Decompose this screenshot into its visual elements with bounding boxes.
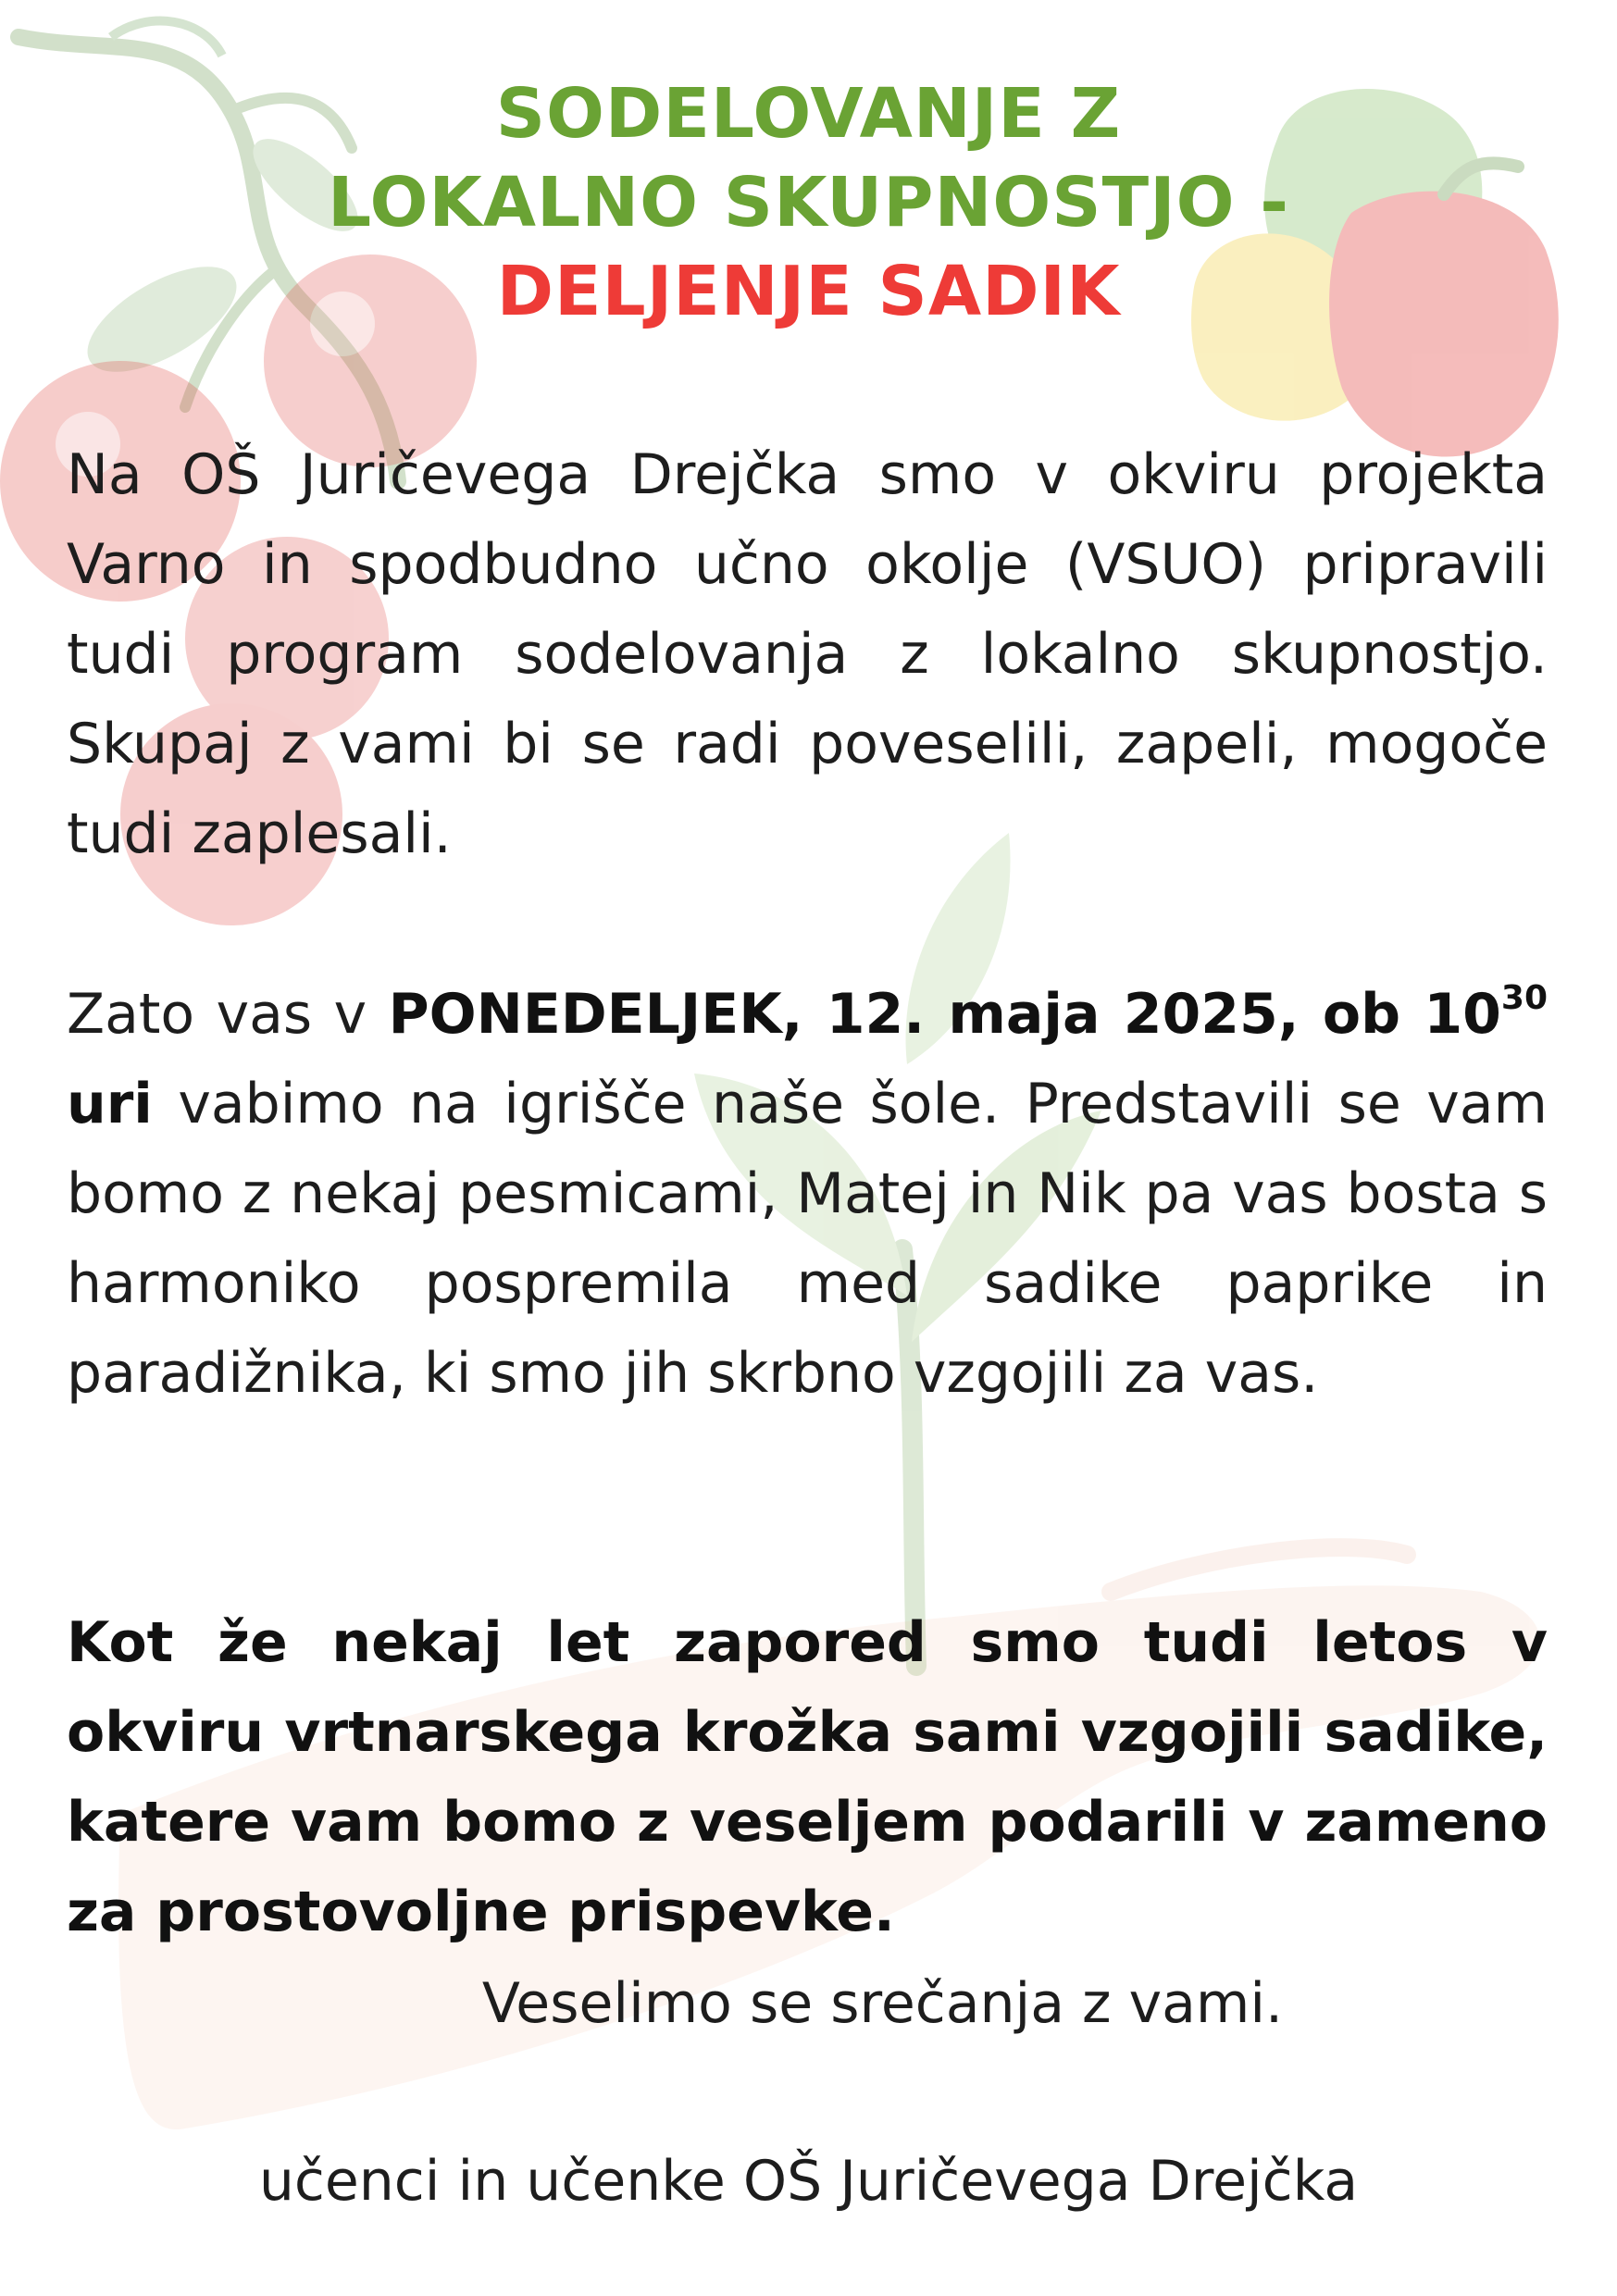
invitation-intro: Zato vas v <box>67 982 389 1047</box>
flyer-title <box>0 69 1617 336</box>
title-line-1: SODELOVANJE Z <box>495 74 1122 154</box>
invitation-paragraph <box>67 970 1548 1419</box>
event-time-minutes: 30 <box>1500 979 1548 1017</box>
intro-paragraph: Na OŠ Juričevega Drejčka smo v okviru projekta Varno in spodbudno učno okolje (VSUO) pripravili tudi program sodelovanja z lokalno skupnostjo. Skupaj z vami bi se radi poveselili, zapeli, mogoče tudi zaplesali. <box>67 442 1548 866</box>
closing-line: Veselimo se srečanja z vami. <box>481 1971 1284 2036</box>
signature: učenci in učenke OŠ Juričevega Drejčka <box>258 2149 1359 2214</box>
event-time-uri: uri <box>67 1072 153 1136</box>
title-line-3: DELJENJE SADIK <box>496 252 1121 331</box>
event-date: PONEDELJEK, 12. maja 2025, ob 10 <box>388 982 1501 1047</box>
invitation-rest: vabimo na igrišče naše šole. Predstavili se vam bomo z nekaj pesmicami, Matej in Nik pa vas bosta s harmoniko pospremila med sadike paprike in paradižnika, ki smo jih skrbno vzgojili za vas. <box>67 1072 1548 1406</box>
title-line-2: LOKALNO SKUPNOSTJO - <box>328 163 1289 242</box>
seedlings-paragraph: Kot že nekaj let zapored smo tudi letos v okviru vrtnarskega krožka sami vzgojili sadike, katere vam bomo z veseljem podarili v zameno za prostovoljne prispevke. <box>67 1610 1548 1944</box>
